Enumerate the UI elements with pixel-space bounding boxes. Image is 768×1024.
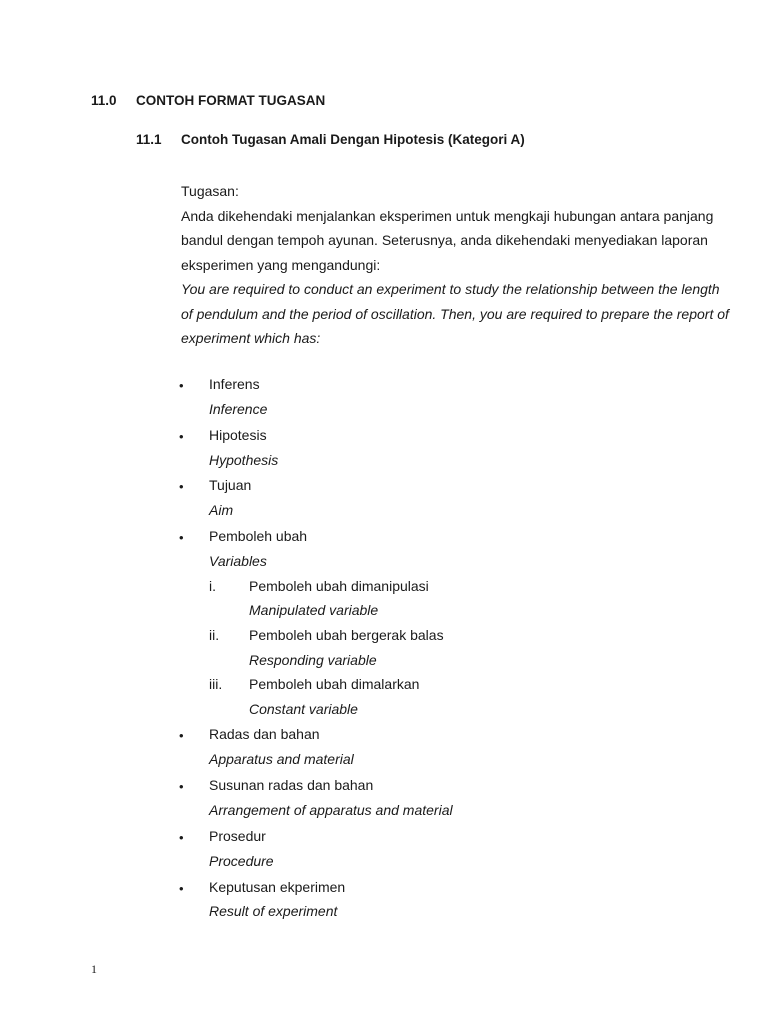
variable-numeral: i. [209,578,216,594]
item-malay: Hipotesis [209,427,267,443]
task-block [181,179,731,351]
item-malay: Pemboleh ubah [209,528,308,544]
task-english-text: You are required to conduct an experiment to study the relationship between the length of pendulum and the period of oscillation. Then, you are required to prepare the report of experiment which has: [181,281,729,346]
bullet-icon: • [179,728,184,743]
item-malay: Keputusan ekperimen [209,879,346,895]
subsection-title: Contoh Tugasan Amali Dengan Hipotesis (Kategori A) [181,132,525,147]
item-english: Result of experiment [209,903,338,919]
item-malay: Tujuan [209,477,252,493]
variable-english: Constant variable [249,701,358,717]
item-english: Arrangement of apparatus and material [209,802,453,818]
bullet-icon: • [179,378,184,393]
item-english: Variables [209,553,267,569]
bullet-icon: • [179,779,184,794]
subsection-number: 11.1 [136,132,162,147]
variable-malay: Pemboleh ubah dimalarkan [249,676,420,692]
variable-english: Responding variable [249,652,377,668]
variable-numeral: iii. [209,676,223,692]
section-number: 11.0 [91,93,117,108]
variable-numeral: ii. [209,627,220,643]
item-english: Aim [209,502,234,518]
bullet-icon: • [179,479,184,494]
item-english: Hypothesis [209,452,279,468]
item-malay: Radas dan bahan [209,726,320,742]
bullet-icon: • [179,429,184,444]
item-english: Inference [209,401,268,417]
item-english: Procedure [209,853,274,869]
page-number: 1 [91,962,97,976]
variable-english: Manipulated variable [249,602,379,618]
task-malay-text: Anda dikehendaki menjalankan eksperimen untuk mengkaji hubungan antara panjang bandul dengan tempoh ayunan. Seterusnya, anda dikehendaki menyediakan laporan eksperimen yang mengandungi: [181,207,714,273]
bullet-icon: • [179,530,184,545]
variable-malay: Pemboleh ubah dimanipulasi [249,578,429,594]
item-malay: Susunan radas dan bahan [209,777,374,793]
task-label: Tugasan: [181,183,239,199]
item-malay: Prosedur [209,828,266,844]
bullet-icon: • [179,881,184,896]
bullet-icon: • [179,830,184,845]
variable-malay: Pemboleh ubah bergerak balas [249,627,444,643]
section-title: CONTOH FORMAT TUGASAN [136,93,326,108]
item-english: Apparatus and material [209,751,354,767]
item-malay: Inferens [209,376,260,392]
